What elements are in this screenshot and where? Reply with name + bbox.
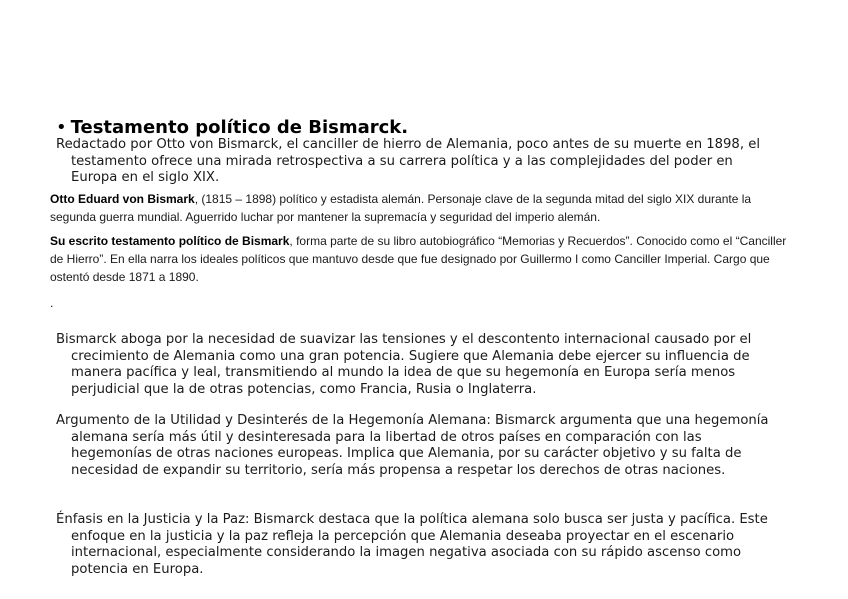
escrito-text: , forma parte de su libro autobiográfico “Memorias y Recuerdos”. Conocido como el “Canciller de Hierro”. En ella narra los ideales políticos que mantuvo desde que fue designado por Guillermo I como Canciller Imperial. Cargo que ostentó desde 1871 a 1890.	[50, 234, 787, 284]
escrito-paragraph	[50, 232, 790, 286]
bullet-icon: •	[56, 117, 67, 138]
otto-text: , (1815 – 1898) político y estadista alemán. Personaje clave de la segunda mitad del siglo XIX durante la segunda guerra mundial. Aguerrido luchar por mantener la supremacía y seguridad del imperio alemán.	[50, 192, 752, 224]
dot-marker: .	[50, 296, 54, 310]
slide-title-text: Testamento político de Bismarck.	[70, 117, 409, 138]
otto-paragraph	[50, 190, 790, 226]
argumento-paragraph: Argumento de la Utilidad y Desinterés de la Hegemonía Alemana: Bismarck argumenta que una hegemonía alemana sería más útil y desinteresada para la libertad de otros países en comparación con las hegemonías de otras naciones europeas. Implica que Alemania, por su carácter objetivo y su falta de necesidad de expandir su territorio, sería más propensa a respetar los derechos de otras naciones.	[56, 413, 769, 478]
intro-paragraph: Redactado por Otto von Bismarck, el canciller de hierro de Alemania, poco antes de su muerte en 1898, el testamento ofrece una mirada retrospectiva a su carrera política y a las complejidades del poder en Europa en el siglo XIX.	[56, 137, 760, 186]
otto-name: Otto Eduard von Bismark	[50, 192, 195, 206]
slide-title	[56, 117, 408, 139]
bismarck-paragraph: Bismarck aboga por la necesidad de suavizar las tensiones y el descontento internacional causado por el crecimiento de Alemania como una gran potencia. Sugiere que Alemania debe ejercer su influencia de manera pacífica y leal, transmitiendo al mundo la idea de que su hegemonía en Europa sería menos perjudicial que la de otras potencias, como Francia, Rusia o Inglaterra.	[56, 332, 752, 397]
enfasis-paragraph: Énfasis en la Justicia y la Paz: Bismarck destaca que la política alemana solo busca ser justa y pacífica. Este enfoque en la justicia y la paz refleja la percepción que Alemania deseaba proyectar en el escenario internacional, especialmente considerando la imagen negativa asociada con su rápido ascenso como potencia en Europa.	[56, 512, 768, 577]
escrito-label: Su escrito testamento político de Bismark	[50, 234, 290, 248]
